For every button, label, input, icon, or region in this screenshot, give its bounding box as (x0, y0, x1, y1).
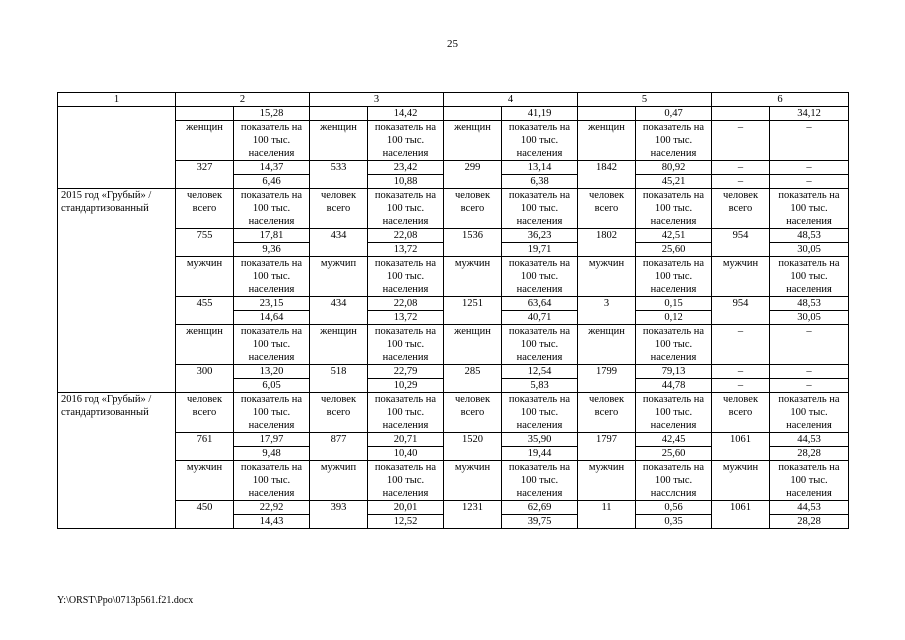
cell: 450 (176, 501, 234, 529)
cell: 0,12 (636, 311, 712, 325)
column-header: 4 (444, 93, 578, 107)
cell: 30,05 (770, 311, 849, 325)
cell: показатель на 100 тыс. населения (502, 121, 578, 161)
cell: 1231 (444, 501, 502, 529)
cell: 22,08 (368, 229, 444, 243)
cell: женщин (310, 121, 368, 161)
cell: 80,92 (636, 161, 712, 175)
cell: человек всего (444, 393, 502, 433)
cell: женщин (176, 325, 234, 365)
cell: – (712, 161, 770, 175)
cell: – (712, 325, 770, 365)
cell: показатель на 100 тыс. населения (770, 461, 849, 501)
cell: 0,47 (636, 107, 712, 121)
cell: показатель на 100 тыс. населения (368, 461, 444, 501)
cell: 10,88 (368, 175, 444, 189)
cell: – (712, 121, 770, 161)
cell: человек всего (578, 393, 636, 433)
cell: мужчин (712, 461, 770, 501)
column-header: 2 (176, 93, 310, 107)
cell: 13,72 (368, 243, 444, 257)
cell: 40,71 (502, 311, 578, 325)
cell: 6,05 (234, 379, 310, 393)
year-2015-label: 2015 год «Грубый» / стандартизованный (58, 189, 176, 393)
cell: женщин (444, 121, 502, 161)
cell: 44,53 (770, 501, 849, 515)
cell: 15,28 (234, 107, 310, 121)
cell: 12,54 (502, 365, 578, 379)
cell: 299 (444, 161, 502, 189)
cell: 79,13 (636, 365, 712, 379)
table-row (58, 161, 849, 175)
cell: 9,48 (234, 447, 310, 461)
table-header-row (58, 93, 849, 107)
cell: 22,79 (368, 365, 444, 379)
cell: показатель на 100 тыс. населения (502, 393, 578, 433)
cell: 39,75 (502, 515, 578, 529)
cell: человек всего (176, 189, 234, 229)
table-row (58, 229, 849, 243)
cell: 13,72 (368, 311, 444, 325)
cell: показатель на 100 тыс. населения (770, 393, 849, 433)
cell: 22,08 (368, 297, 444, 311)
cell: мужчип (310, 257, 368, 297)
cell: 6,46 (234, 175, 310, 189)
cell: 5,83 (502, 379, 578, 393)
cell: человек всего (712, 393, 770, 433)
cell: показатель на 100 тыс. населения (234, 257, 310, 297)
cell: 14,37 (234, 161, 310, 175)
cell: 14,43 (234, 515, 310, 529)
cell: показатель на 100 тыс. населения (502, 325, 578, 365)
cell: 14,42 (368, 107, 444, 121)
cell: 1799 (578, 365, 636, 393)
cell: 755 (176, 229, 234, 257)
cell: 1061 (712, 501, 770, 529)
cell: 533 (310, 161, 368, 189)
cell: 327 (176, 161, 234, 189)
cell: показатель на 100 тыс. населения (234, 393, 310, 433)
cell: 48,53 (770, 297, 849, 311)
column-header: 3 (310, 93, 444, 107)
cell: 20,71 (368, 433, 444, 447)
cell: мужчин (444, 257, 502, 297)
cell: показатель на 100 тыс. населения (368, 393, 444, 433)
cell: 0,15 (636, 297, 712, 311)
cell: показатель на 100 тыс. населения (636, 257, 712, 297)
cell: 285 (444, 365, 502, 393)
cell: 44,78 (636, 379, 712, 393)
cell: показатель на 100 тыс. населения (502, 189, 578, 229)
cell: 42,51 (636, 229, 712, 243)
cell: 17,81 (234, 229, 310, 243)
cell: 63,64 (502, 297, 578, 311)
cell: 19,71 (502, 243, 578, 257)
cell: 17,97 (234, 433, 310, 447)
cell: мужчин (176, 257, 234, 297)
cell: показатель на 100 тыс. населения (502, 257, 578, 297)
cell: показатель на 100 тыс. населения (770, 257, 849, 297)
table-row (58, 297, 849, 311)
cell: 23,15 (234, 297, 310, 311)
cell: 25,60 (636, 447, 712, 461)
cell: 3 (578, 297, 636, 325)
cell: 13,20 (234, 365, 310, 379)
cell: 0,35 (636, 515, 712, 529)
cell: 12,52 (368, 515, 444, 529)
cell: 14,64 (234, 311, 310, 325)
cell: 34,12 (770, 107, 849, 121)
cell: 300 (176, 365, 234, 393)
cell: 30,05 (770, 243, 849, 257)
cell: человек всего (310, 189, 368, 229)
cell: 44,53 (770, 433, 849, 447)
cell: – (770, 121, 849, 161)
cell: – (770, 365, 849, 379)
cell: показатель на 100 тыс. населения (636, 121, 712, 161)
cell: женщин (310, 325, 368, 365)
cell: показатель на 100 тыс. насслсния (636, 461, 712, 501)
cell: 1520 (444, 433, 502, 461)
table-row (58, 107, 849, 121)
cell: 1251 (444, 297, 502, 325)
cell: 10,40 (368, 447, 444, 461)
cell: 13,14 (502, 161, 578, 175)
cell: человек всего (176, 393, 234, 433)
cell: 20,01 (368, 501, 444, 515)
statistics-table (57, 92, 849, 529)
cell: показатель на 100 тыс. населения (636, 393, 712, 433)
cell: человек всего (712, 189, 770, 229)
cell: мужчин (578, 461, 636, 501)
cell: 1797 (578, 433, 636, 461)
cell: 1802 (578, 229, 636, 257)
cell: 28,28 (770, 515, 849, 529)
cell: 434 (310, 297, 368, 325)
cell: 761 (176, 433, 234, 461)
cell: показатель на 100 тыс. населения (502, 461, 578, 501)
cell: 19,44 (502, 447, 578, 461)
cell: 455 (176, 297, 234, 325)
cell: 1842 (578, 161, 636, 189)
document-file-path: Y:\ORST\Ppo\0713p561.f21.docx (57, 595, 194, 606)
cell: показатель на 100 тыс. населения (368, 189, 444, 229)
cell: 954 (712, 297, 770, 325)
cell: показатель на 100 тыс. населения (368, 325, 444, 365)
cell: показатель на 100 тыс. населения (636, 189, 712, 229)
cell: показатель на 100 тыс. населения (636, 325, 712, 365)
year-2016-label: 2016 год «Грубый» / стандартизованный (58, 393, 176, 529)
cell: 0,56 (636, 501, 712, 515)
cell: – (770, 379, 849, 393)
cell: – (770, 175, 849, 189)
cell: 41,19 (502, 107, 578, 121)
cell: женщин (444, 325, 502, 365)
cell: женщин (176, 121, 234, 161)
cell: 518 (310, 365, 368, 393)
column-header: 5 (578, 93, 712, 107)
cell: 954 (712, 229, 770, 257)
column-header: 1 (58, 93, 176, 107)
cell: 35,90 (502, 433, 578, 447)
table-row (58, 433, 849, 447)
cell: 10,29 (368, 379, 444, 393)
cell: 1536 (444, 229, 502, 257)
column-header: 6 (712, 93, 849, 107)
cell: 9,36 (234, 243, 310, 257)
cell: – (770, 325, 849, 365)
cell: – (770, 161, 849, 175)
cell: – (712, 365, 770, 379)
cell: женщин (578, 325, 636, 365)
cell: мужчин (712, 257, 770, 297)
table-row (58, 501, 849, 515)
cell: мужчин (578, 257, 636, 297)
cell: показатель на 100 тыс. населения (368, 257, 444, 297)
cell: 23,42 (368, 161, 444, 175)
cell: человек всего (310, 393, 368, 433)
cell: 62,69 (502, 501, 578, 515)
cell: 48,53 (770, 229, 849, 243)
cell: 36,23 (502, 229, 578, 243)
cell: – (712, 175, 770, 189)
cell: женщин (578, 121, 636, 161)
cell: 434 (310, 229, 368, 257)
cell: показатель на 100 тыс. населения (234, 189, 310, 229)
cell: показатель на 100 тыс. населения (770, 189, 849, 229)
cell: человек всего (444, 189, 502, 229)
cell: 393 (310, 501, 368, 529)
cell: 6,38 (502, 175, 578, 189)
page-number: 25 (447, 38, 458, 50)
cell: показатель на 100 тыс. населения (234, 461, 310, 501)
cell: показатель на 100 тыс. населения (368, 121, 444, 161)
cell: показатель на 100 тыс. населения (234, 121, 310, 161)
cell: 1061 (712, 433, 770, 461)
cell: 11 (578, 501, 636, 529)
cell: 28,28 (770, 447, 849, 461)
cell: 25,60 (636, 243, 712, 257)
cell: – (712, 379, 770, 393)
cell: 45,21 (636, 175, 712, 189)
cell: человек всего (578, 189, 636, 229)
row-label (58, 107, 176, 189)
table-row (58, 365, 849, 379)
cell: мужчин (444, 461, 502, 501)
cell: показатель на 100 тыс. населения (234, 325, 310, 365)
cell: 42,45 (636, 433, 712, 447)
cell: мужчин (176, 461, 234, 501)
cell: 877 (310, 433, 368, 461)
cell: мужчип (310, 461, 368, 501)
cell: 22,92 (234, 501, 310, 515)
